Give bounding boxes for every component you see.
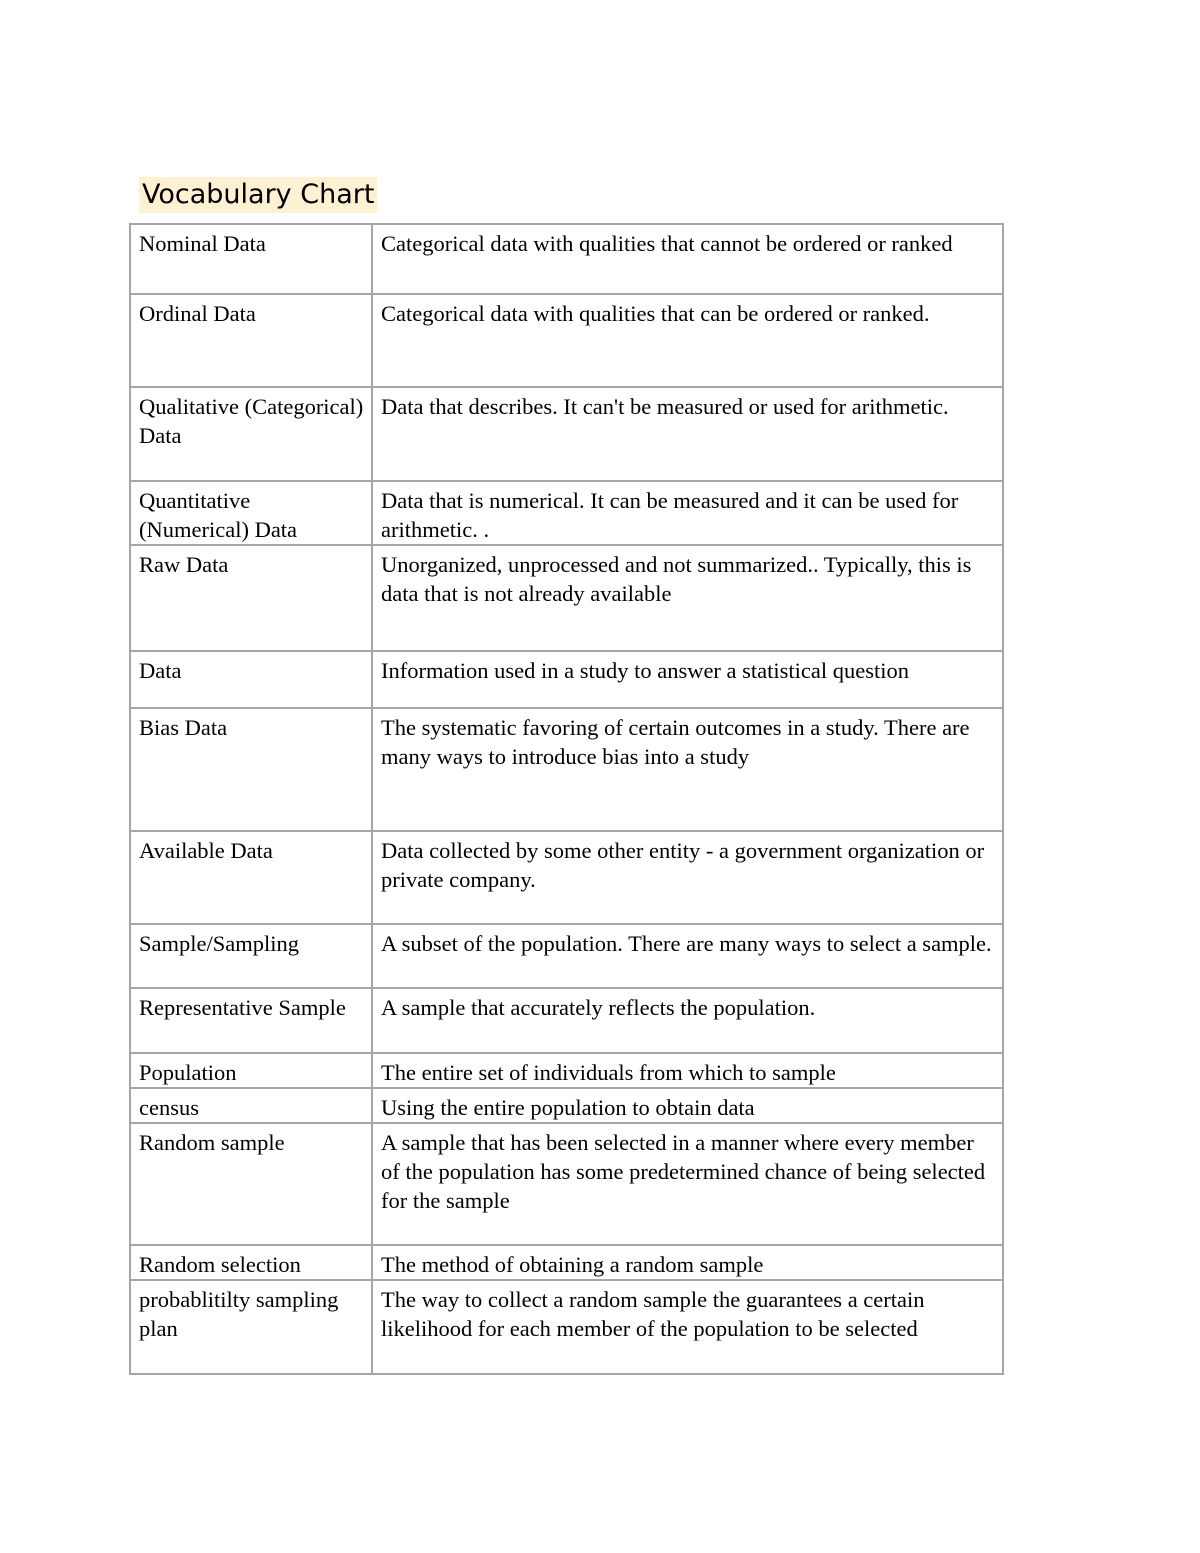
definition-cell: Categorical data with qualities that can be ordered or ranked.	[372, 294, 1003, 387]
term-cell: Available Data	[130, 831, 372, 924]
table-row	[130, 1280, 1003, 1374]
definition-cell: Unorganized, unprocessed and not summarized.. Typically, this is data that is not already available	[372, 545, 1003, 651]
term-cell: Random sample	[130, 1123, 372, 1245]
definition-cell: A subset of the population. There are many ways to select a sample.	[372, 924, 1003, 988]
term-cell: Sample/Sampling	[130, 924, 372, 988]
vocabulary-table	[129, 223, 1004, 1375]
term-cell: Qualitative (Categorical) Data	[130, 387, 372, 481]
table-row	[130, 708, 1003, 831]
table-row	[130, 1053, 1003, 1088]
page-title: Vocabulary Chart	[139, 177, 377, 213]
definition-cell: A sample that accurately reflects the population.	[372, 988, 1003, 1053]
term-cell: Population	[130, 1053, 372, 1088]
definition-cell: Categorical data with qualities that cannot be ordered or ranked	[372, 224, 1003, 294]
term-cell: Ordinal Data	[130, 294, 372, 387]
definition-cell: The method of obtaining a random sample	[372, 1245, 1003, 1280]
table-row	[130, 1245, 1003, 1280]
term-cell: Bias Data	[130, 708, 372, 831]
term-cell: Raw Data	[130, 545, 372, 651]
term-cell: Nominal Data	[130, 224, 372, 294]
term-cell: Quantitative (Numerical) Data	[130, 481, 372, 545]
term-cell: Data	[130, 651, 372, 708]
table-row	[130, 651, 1003, 708]
table-row	[130, 224, 1003, 294]
table-row	[130, 294, 1003, 387]
definition-cell: The entire set of individuals from which to sample	[372, 1053, 1003, 1088]
term-cell: Random selection	[130, 1245, 372, 1280]
table-row	[130, 481, 1003, 545]
definition-cell: Data that is numerical. It can be measured and it can be used for arithmetic. .	[372, 481, 1003, 545]
term-cell: census	[130, 1088, 372, 1123]
definition-cell: The systematic favoring of certain outcomes in a study. There are many ways to introduce bias into a study	[372, 708, 1003, 831]
definition-cell: The way to collect a random sample the guarantees a certain likelihood for each member of the population to be selected	[372, 1280, 1003, 1374]
term-cell: probablitilty sampling plan	[130, 1280, 372, 1374]
definition-cell: Data that describes. It can't be measured or used for arithmetic.	[372, 387, 1003, 481]
definition-cell: Using the entire population to obtain data	[372, 1088, 1003, 1123]
table-row	[130, 831, 1003, 924]
term-cell: Representative Sample	[130, 988, 372, 1053]
table-row	[130, 1088, 1003, 1123]
definition-cell: Information used in a study to answer a statistical question	[372, 651, 1003, 708]
table-row	[130, 545, 1003, 651]
table-row	[130, 988, 1003, 1053]
definition-cell: A sample that has been selected in a manner where every member of the population has some predetermined chance of being selected for the sample	[372, 1123, 1003, 1245]
table-row	[130, 924, 1003, 988]
table-row	[130, 387, 1003, 481]
table-row	[130, 1123, 1003, 1245]
definition-cell: Data collected by some other entity - a government organization or private company.	[372, 831, 1003, 924]
